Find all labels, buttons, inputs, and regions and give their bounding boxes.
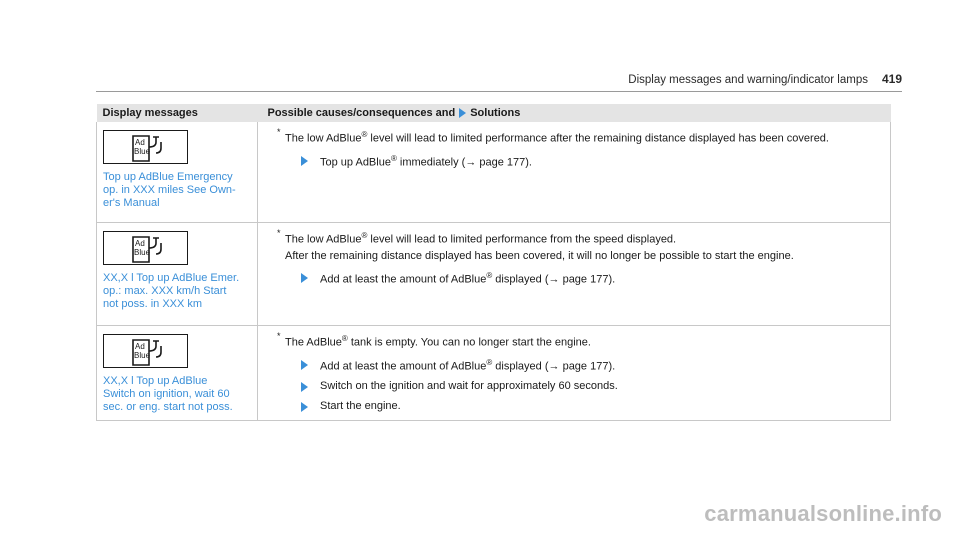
header-causes-label: Possible causes/consequences and bbox=[267, 107, 456, 119]
display-message: XX,X l Top up AdBlue Switch on ignition, wait 60 sec. or eng. start not poss. bbox=[103, 375, 233, 413]
page-header bbox=[628, 72, 902, 86]
column-header-display-messages: Display messages bbox=[97, 104, 258, 122]
header-solutions-label: Solutions bbox=[470, 107, 521, 119]
svg-text:Blue: Blue bbox=[134, 351, 151, 360]
cause-text: * The low AdBlue® level will lead to limited performance from the speed displayed. bbox=[277, 228, 677, 246]
adblue-warning-icon bbox=[103, 130, 188, 164]
display-messages-table bbox=[96, 104, 891, 421]
arrow-right-icon bbox=[459, 108, 466, 118]
svg-text:Blue: Blue bbox=[134, 248, 151, 257]
step-arrow-icon bbox=[301, 382, 308, 392]
step-arrow-icon bbox=[301, 402, 308, 412]
svg-text:Ad: Ad bbox=[135, 138, 145, 147]
display-message: Top up AdBlue Emergency op. in XXX miles See Own- er's Manual bbox=[103, 171, 236, 209]
table-row bbox=[97, 122, 891, 223]
solution-step: Add at least the amount of AdBlue® displayed (→ page 177). bbox=[301, 271, 890, 286]
adblue-warning-icon bbox=[103, 334, 188, 368]
column-header-causes-solutions bbox=[258, 104, 891, 122]
solution-step: Add at least the amount of AdBlue® displayed (→ page 177). bbox=[301, 358, 890, 373]
svg-text:Ad: Ad bbox=[135, 239, 145, 248]
table-row bbox=[97, 223, 891, 326]
watermark: carmanualsonline.info bbox=[704, 501, 942, 526]
cause-text: * The AdBlue® tank is empty. You can no longer start the engine. bbox=[277, 331, 591, 349]
display-message: XX,X l Top up AdBlue Emer. op.: max. XXX km/h Start not poss. in XXX km bbox=[103, 272, 240, 310]
page-number: 419 bbox=[881, 72, 902, 86]
header-divider bbox=[96, 91, 902, 92]
svg-text:Blue: Blue bbox=[134, 147, 151, 156]
table-header-row bbox=[97, 104, 891, 122]
cause-text-continued: After the remaining distance displayed has been covered, it will no longer be possible to start the engine. bbox=[285, 249, 794, 262]
solution-step: Start the engine. bbox=[301, 400, 890, 412]
step-arrow-icon bbox=[301, 360, 308, 370]
svg-text:Ad: Ad bbox=[135, 342, 145, 351]
adblue-warning-icon bbox=[103, 231, 188, 265]
step-arrow-icon bbox=[301, 156, 308, 166]
section-title: Display messages and warning/indicator lamps bbox=[628, 74, 868, 86]
solution-step: Switch on the ignition and wait for approximately 60 seconds. bbox=[301, 380, 890, 392]
cause-text: * The low AdBlue® level will lead to limited performance after the remaining distance displayed has been covered. bbox=[277, 127, 829, 145]
step-arrow-icon bbox=[301, 273, 308, 283]
solution-step: Top up AdBlue® immediately (→ page 177). bbox=[301, 154, 890, 169]
table-row bbox=[97, 326, 891, 421]
